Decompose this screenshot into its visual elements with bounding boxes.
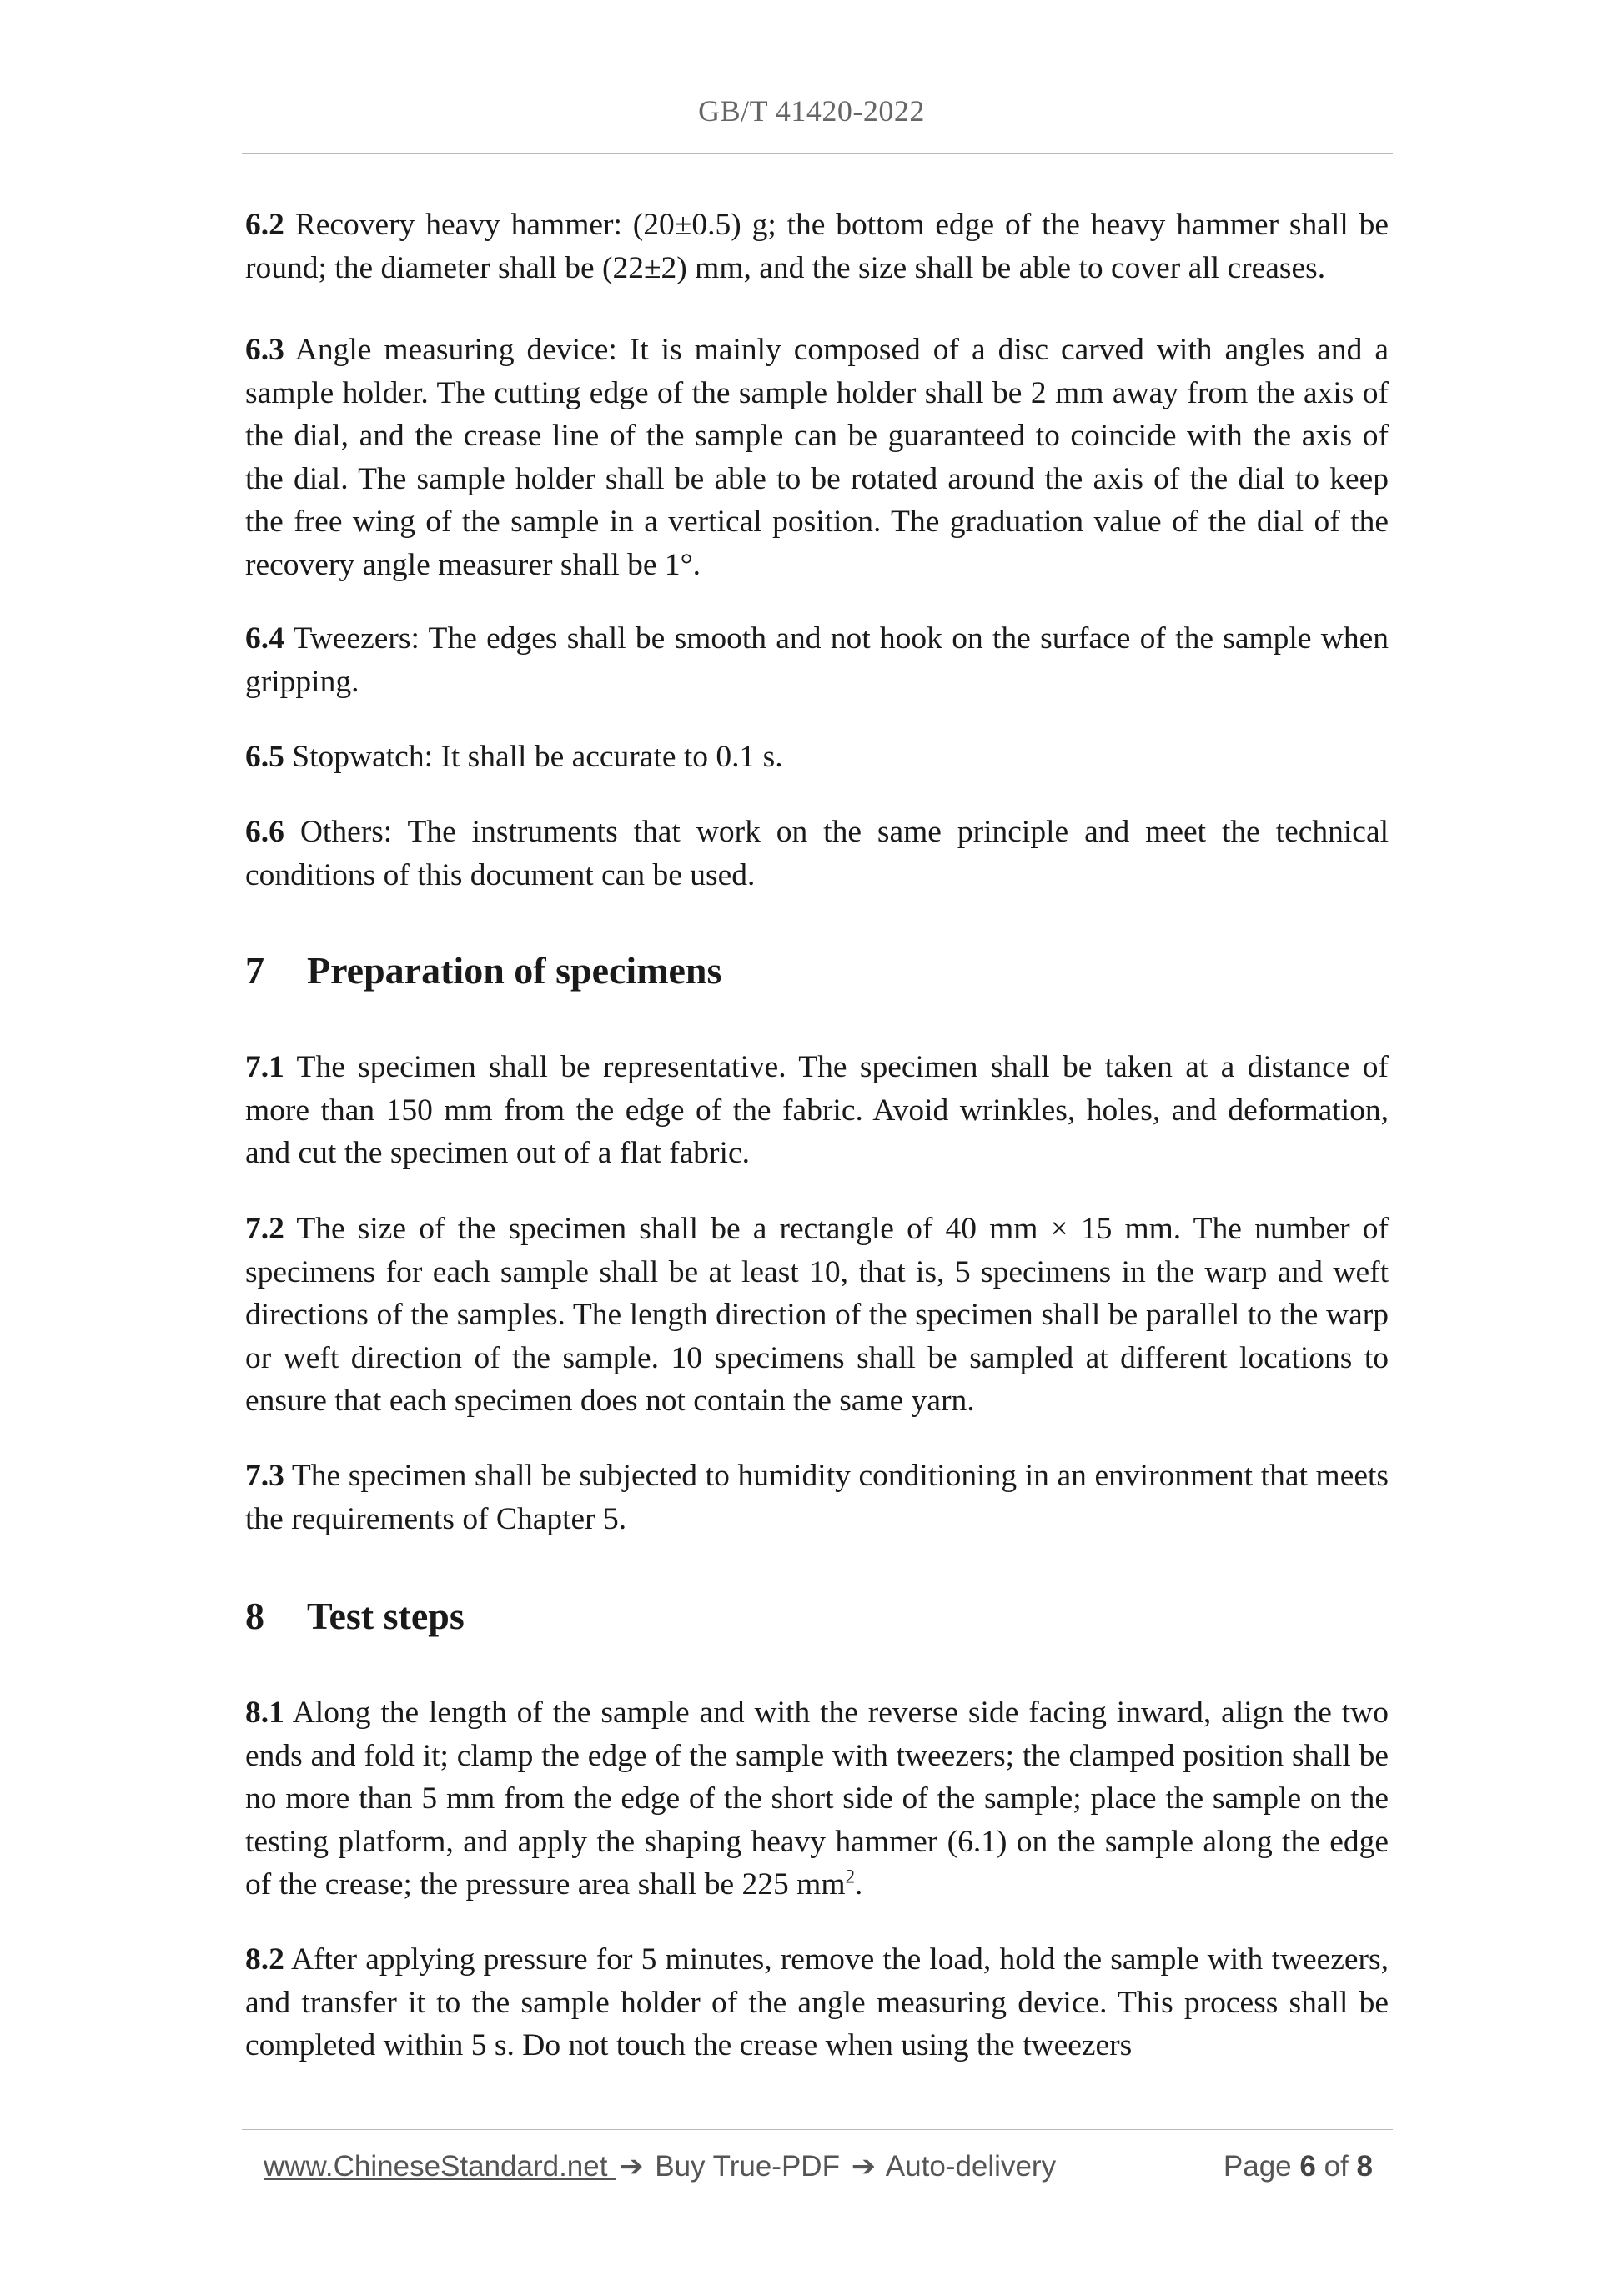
- clause-text: Tweezers: The edges shall be smooth and not hook on the surface of the sample when gripping.: [245, 621, 1389, 699]
- clause-number: 8.1: [245, 1696, 284, 1730]
- clause-7-1: [245, 1046, 1389, 1175]
- clause-text: The specimen shall be subjected to humidity conditioning in an environment that meets the requirements of Chapter 5.: [245, 1459, 1389, 1536]
- arrow-right-icon: ➔: [851, 2150, 877, 2183]
- clause-text: After applying pressure for 5 minutes, remove the load, hold the sample with tweezers, and transfer it to the sample holder of the angle measuring device. This process shall be completed within 5 s. Do not touch the crease when using the tweezers: [245, 1942, 1389, 2062]
- clause-7-3: [245, 1454, 1389, 1540]
- total-pages-number: 8: [1356, 2150, 1373, 2183]
- clause-number: 8.2: [245, 1942, 284, 1977]
- clause-6-5: [245, 736, 1389, 779]
- clause-7-2: [245, 1208, 1389, 1423]
- clause-6-6: [245, 811, 1389, 897]
- section-title: Preparation of specimens: [307, 949, 722, 992]
- buy-pdf-text: Buy True-PDF: [646, 2150, 848, 2183]
- footer-promo: [264, 2150, 1056, 2183]
- page-indicator: [1224, 2150, 1373, 2183]
- clause-text: Angle measuring device: It is mainly composed of a disc carved with angles and a sample holder. The cutting edge of the sample holder shall be 2 mm away from the axis of the dial, and the crease line of the sample can be guaranteed to coincide with the axis of the dial. The sample holder shall be able to be rotated around the axis of the dial to keep the free wing of the sample in a vertical position. The graduation value of the dial of the recovery angle measurer shall be 1°.: [245, 333, 1389, 582]
- arrow-right-icon: ➔: [619, 2150, 644, 2183]
- clause-6-3: [245, 329, 1389, 586]
- clause-6-4: [245, 617, 1389, 703]
- clause-text: Recovery heavy hammer: (20±0.5) g; the bottom edge of the heavy hammer shall be round; the diameter shall be (22±2) mm, and the size shall be able to cover all creases.: [245, 208, 1389, 285]
- website-link[interactable]: www.ChineseStandard.net: [264, 2150, 616, 2183]
- clause-6-2: [245, 203, 1389, 289]
- clause-text: The size of the specimen shall be a rectangle of 40 mm × 15 mm. The number of specimens for each sample shall be at least 10, that is, 5 specimens in the warp and weft directions of the samples. The length direction of the specimen shall be parallel to the warp or weft direction of the sample. 10 specimens shall be sampled at different locations to ensure that each specimen does not contain the same yarn.: [245, 1212, 1389, 1418]
- clause-8-2: [245, 1938, 1389, 2067]
- clause-number: 6.3: [245, 333, 284, 367]
- section-title: Test steps: [307, 1595, 465, 1637]
- clause-number: 7.3: [245, 1459, 284, 1493]
- clause-text: Stopwatch: It shall be accurate to 0.1 s.: [292, 740, 783, 774]
- section-number: 7: [245, 949, 264, 992]
- document-body: [245, 0, 1389, 2118]
- clause-number: 7.2: [245, 1212, 284, 1246]
- clause-number: 6.5: [245, 740, 284, 774]
- clause-number: 7.1: [245, 1050, 284, 1084]
- section-7-heading: [245, 947, 721, 994]
- clause-text-tail: .: [855, 1867, 863, 1902]
- clause-number: 6.2: [245, 208, 284, 242]
- clause-number: 6.4: [245, 621, 284, 656]
- page-header-title: GB/T 41420-2022: [698, 94, 925, 128]
- current-page-number: 6: [1299, 2150, 1316, 2183]
- clause-number: 6.6: [245, 815, 284, 849]
- page-footer: [264, 2150, 1373, 2193]
- page-of-label: of: [1324, 2150, 1349, 2183]
- clause-text: The specimen shall be representative. The specimen shall be taken at a distance of more than 150 mm from the edge of the fabric. Avoid wrinkles, holes, and deformation, and cut the specimen out of a flat fabric.: [245, 1050, 1389, 1170]
- section-8-heading: [245, 1593, 465, 1640]
- page-label: Page: [1223, 2150, 1292, 2183]
- section-number: 8: [245, 1595, 264, 1637]
- auto-delivery-text: Auto-delivery: [879, 2150, 1057, 2183]
- superscript: 2: [845, 1866, 855, 1887]
- clause-text: Others: The instruments that work on the same principle and meet the technical conditions of this document can be used.: [245, 815, 1389, 892]
- clause-text: Along the length of the sample and with the reverse side facing inward, align the two ends and fold it; clamp the edge of the sample with tweezers; the clamped position shall be no more than 5 mm from the edge of the short side of the sample; place the sample on the testing platform, and apply the shaping heavy hammer (6.1) on the sample along the edge of the crease; the pressure area shall be 225 mm: [245, 1696, 1389, 1902]
- clause-8-1: [245, 1691, 1389, 1907]
- footer-divider: [242, 2129, 1393, 2130]
